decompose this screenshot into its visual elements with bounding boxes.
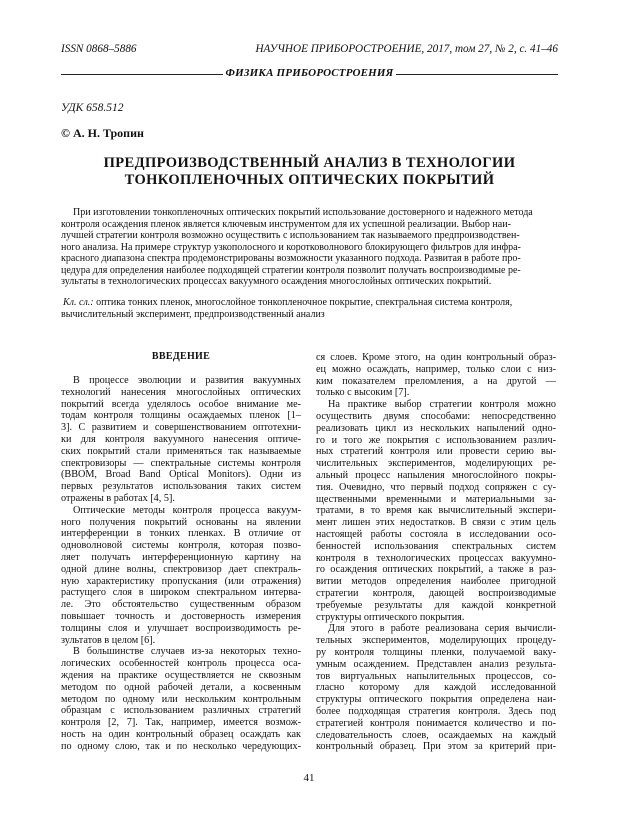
paragraph-line: умным осаждением. Представлен анализ результа-: [316, 658, 556, 670]
paragraph-line: альный процесс напыления многослойного покры-: [316, 469, 556, 481]
right-column: [316, 352, 556, 753]
paragraph-line: контрольный образец. При этом за критерий при-: [316, 741, 556, 753]
divider-right: [396, 74, 558, 75]
abstract-line: лучшей стратегии контроля возможно осуществить с использованием так называемого предпроизводствен-: [61, 230, 520, 241]
paragraph-line: ляет получать интерференционную картину на: [61, 551, 301, 563]
paragraph-line: ность на один контрольный образец осаждать как: [61, 728, 301, 740]
keywords-text: вычислительный эксперимент, предпроизводственный анализ: [61, 308, 325, 320]
paragraph-line: тельных экспериментов, моделирующих процеду-: [316, 635, 556, 647]
paragraph-line: ру контроля толщины пленки, получаемой ваку-: [316, 646, 556, 658]
paragraph-line: В большинстве случаев из-за некоторых техно-: [73, 646, 301, 658]
abstract-line: ного анализа. На примере структур узкополосного и коротковолнового блокирующего фильтров для инфра-: [61, 241, 521, 253]
paragraph-line: структуры оптического покрытия.: [316, 611, 465, 623]
paragraph-line: логических особенностей контроль процесса оса-: [61, 658, 301, 670]
section-title: ФИЗИКА ПРИБОРОСТРОЕНИЯ: [225, 67, 394, 79]
paragraph-line: толщины слоя и улучшает воспроизводимость ре-: [61, 622, 301, 634]
paragraph-line: контроля в технологических процессах вакуумно-: [316, 552, 556, 564]
paragraph-line: зультатов в целом [6].: [61, 634, 156, 646]
paragraph-line: бенностей использования спектральных систем: [316, 540, 556, 552]
paragraph-line: повышает точность и достоверность измерения: [61, 610, 301, 622]
paragraph-line: На практике выбор стратегии контроля можно: [328, 399, 556, 411]
paragraph-line: тов виртуальных напылительных процессов, со-: [316, 670, 556, 682]
paragraph-line: го осаждения оптических покрытий, а также в раз-: [316, 564, 556, 576]
issn: ISSN 0868–5886: [61, 43, 137, 55]
paragraph-line: реализовать цикл из нескольких напылений одно-: [316, 422, 556, 434]
paragraph-line: стратегией контроля понимается количество и по-: [316, 717, 556, 729]
paragraph-line: осуществить двумя способами: непосредственно: [316, 410, 556, 422]
paragraph-line: требуемые результаты для каждой конкретной: [316, 599, 556, 611]
paragraph-line: методом по одной рабочей детали, а косвенным: [61, 681, 301, 693]
paragraph-line: щественными временны́ми и материальными за-: [316, 493, 556, 505]
author: © А. Н. Тропин: [61, 126, 144, 140]
paragraph-line: тодам контроля толщины осаждаемых пленок [1–: [61, 410, 301, 422]
paragraph-line: ец можно осаждать, например, только слои с низ-: [316, 363, 556, 375]
paragraph-line: ную характеристику пропускания (или отражения): [61, 575, 301, 587]
paragraph-line: гласно которому для каждой исследованной: [316, 682, 556, 694]
paragraph-line: тия. Очевидно, что первый подход сопряжен с су-: [316, 481, 556, 493]
journal-citation: НАУЧНОЕ ПРИБОРОСТРОЕНИЕ, 2017, том 27, № 2, с. 41–46: [255, 43, 558, 55]
paragraph-line: тратами, в то время как вычислительный экспери-: [316, 505, 556, 517]
abstract-line: красного диапазона спектра продемонстрированы возможности указанного подхода. Развитая в работе про-: [61, 253, 521, 264]
paragraph-line: первых результатов использования таких систем: [61, 481, 301, 493]
paragraph-line: Для этого в работе реализована серия вычисли-: [328, 623, 556, 635]
article-title: [61, 155, 558, 189]
paragraph-line: В процессе эволюции и развития вакуумных: [73, 375, 301, 386]
paragraph-line: числительных экспериментов, моделирующих ре-: [316, 458, 556, 470]
paragraph-line: спектровизоры — спектральные системы контроля: [61, 457, 301, 469]
abstract-line: зультаты в технологических процессах вакуумного осаждения многослойных оптических покрытий.: [61, 276, 492, 287]
paragraph-line: только с высоким [7].: [316, 387, 410, 399]
keywords-label: Кл. сл.:: [63, 297, 94, 308]
title-line: ПРЕДПРОИЗВОДСТВЕННЫЙ АНАЛИЗ В ТЕХНОЛОГИИ: [103, 155, 516, 171]
abstract-line: цедура для определения наиболее подходящей стратегии контроля позволит получать воспроизводимые ре-: [61, 264, 521, 276]
paragraph-line: стратегии контроля, дающей воспроизводимые: [316, 587, 556, 599]
section-heading-row: [61, 67, 558, 81]
running-header: [61, 43, 558, 59]
title-line: ТОНКОПЛЕНОЧНЫХ ОПТИЧЕСКИХ ПОКРЫТИЙ: [124, 172, 495, 188]
paragraph-line: ждения на практике осуществляется не сквозным: [61, 669, 301, 681]
keywords: [61, 297, 558, 320]
paragraph-line: ле. Это обстоятельство существенным образом: [61, 599, 301, 611]
paragraph-line: следовательность слоев, осаждаемых на каждый: [316, 729, 556, 741]
intro-heading: ВВЕДЕНИЕ: [151, 351, 211, 362]
paragraph-line: витии методов определения наиболее пригодной: [316, 576, 556, 588]
paragraph-line: структуры оптического покрытия определена наи-: [316, 694, 556, 706]
paragraph-line: ных стратегий контроля или провести серию вы-: [316, 446, 556, 458]
paragraph-line: образцам с использованием различных стратегий: [61, 705, 301, 717]
paragraph-line: 3]. С развитием и совершенствованием оптотехни-: [61, 422, 301, 434]
paragraph-line: одноволновой системы контроля, которая позво-: [61, 540, 301, 552]
paragraph-line: интерференции в тонких пленках. В отличие от: [61, 528, 301, 540]
udc-code: УДК 658.512: [61, 102, 124, 114]
paragraph-line: более подходящая стратегия контроля. Здесь под: [316, 705, 556, 717]
abstract: [61, 207, 558, 288]
paragraph-line: (BBOM, Broad Band Optical Monitors). Одни из: [61, 469, 301, 481]
left-column: [61, 351, 301, 753]
paragraph-line: ного получения покрытий основаны на явлении: [61, 516, 301, 528]
paragraph-line: ким показателем преломления, а на другой —: [316, 375, 556, 387]
paragraph-line: одной длине волны, спектровизор дает спектраль-: [61, 563, 301, 575]
paragraph-line: ки для контроля вакуумного нанесения оптиче-: [61, 433, 301, 445]
paragraph-line: технологий нанесения многослойных оптических: [61, 386, 301, 398]
paragraph-line: методом по одному или нескольким контрольным: [61, 693, 301, 705]
abstract-line: При изготовлении тонкопленочных оптических покрытий использование достоверного и надежного метода: [73, 207, 533, 218]
paragraph-line: ся слоев. Кроме этого, на один контрольный образ-: [316, 352, 556, 363]
paragraph-line: го и того же покрытия с использованием различ-: [316, 434, 556, 446]
paragraph-line: покрытий всегда уделялось особое внимание ме-: [61, 398, 301, 410]
abstract-line: контроля осаждения пленок является ключевым инструментом для их успешной реализации. Выбор наи-: [61, 218, 511, 230]
paragraph-line: мент лишен этих недостатков. В связи с этим цель: [316, 517, 556, 529]
paragraph-line: контроля [2, 7]. Так, например, имеется возмож-: [61, 717, 301, 729]
paragraph-line: настоящей работы состояла в исследовании осо-: [316, 528, 556, 540]
paragraph-line: по одному слою, так и по несколько чередующих-: [61, 740, 301, 752]
page-number: 41: [303, 772, 315, 784]
paragraph-line: отражены в работах [4, 5].: [61, 492, 175, 504]
keywords-text: оптика тонких пленок, многослойное тонкопленочное покрытие, спектральная система контроля,: [93, 297, 513, 308]
paragraph-line: ских покрытий стали применяться так называемые: [61, 445, 301, 457]
paragraph-line: растущего слоя в широком спектральном интерва-: [61, 587, 301, 599]
paragraph-line: Оптические методы контроля процесса вакуум-: [73, 504, 301, 516]
